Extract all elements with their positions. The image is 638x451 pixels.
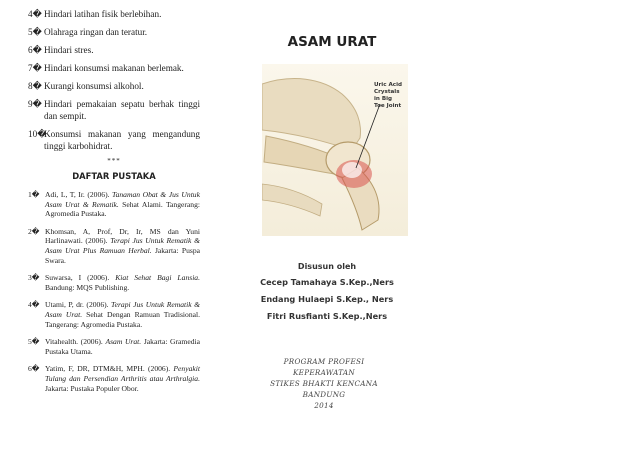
institution-block: PROGRAM PROFESI KEPERAWATAN STIKES BHAKTI KENCANA BANDUNG 2014 <box>270 357 378 410</box>
bibliography-title: DAFTAR PUSTAKA <box>72 171 156 181</box>
reference-item <box>28 300 200 329</box>
reference-item <box>28 190 200 219</box>
tip-number: 4� <box>28 9 43 19</box>
figure-label: Uric Acid Crystals in Big Toe Joint <box>374 82 403 109</box>
reference-publisher: Jakarta: Pustaka Populer Obor. <box>45 383 139 393</box>
author-name: Endang Hulaepi S.Kep., Ners <box>260 294 394 304</box>
reference-text <box>45 337 200 356</box>
reference-author: Vitahealth. (2006). <box>45 337 106 347</box>
reference-publisher: Sehat Dengan Ramuan Tradisional. Tangerang: Agromedia Pustaka. <box>45 309 200 329</box>
reference-title: Terapi Jus Untuk Rematik & Asam Urat. <box>45 300 200 319</box>
reference-publisher: Sehat Alami. Tangerang: Agromedia Pustaka. <box>45 199 200 219</box>
tip-item <box>28 62 200 74</box>
tip-number: 9� <box>28 99 43 109</box>
tip-item <box>28 80 200 92</box>
reference-title: Penyakit Tulang dan Persendian Arthritis atau Arthralgia. <box>45 364 200 383</box>
reference-number: 1� <box>28 190 40 199</box>
tip-number: 10� <box>28 129 47 139</box>
reference-number: 4� <box>28 300 40 310</box>
author-name: Fitri Rusfianti S.Kep.,Ners <box>266 311 388 321</box>
tip-item <box>28 98 200 122</box>
reference-author: Utami, P, dr. (2006). <box>45 300 112 310</box>
reference-publisher: Bandung: MQS Publishing. <box>45 282 130 292</box>
reference-item <box>28 227 200 265</box>
reference-text <box>45 273 200 292</box>
reference-number: 2� <box>28 226 40 236</box>
reference-text <box>45 300 200 329</box>
reference-text <box>45 227 200 265</box>
prepared-by: Disusun oleh <box>297 262 357 271</box>
tip-text: Hindari stres. <box>44 45 94 55</box>
reference-title: Terapi Jus Untuk Rematik & Asam Urat Plus Ramuan Herbal. <box>45 236 200 255</box>
tip-number: 8� <box>28 81 43 91</box>
tip-item <box>28 128 200 152</box>
reference-text <box>45 364 200 393</box>
tip-item <box>28 26 200 38</box>
reference-author: Yatim, F, DR, DTM&H, MPH. (2006). <box>45 364 174 374</box>
reference-publisher: Jakarta: Gramedia Pustaka Utama. <box>45 337 200 356</box>
reference-text <box>45 190 200 219</box>
tip-text: Olahraga ringan dan teratur. <box>44 27 148 37</box>
reference-author: Suwarsa, I (2006). <box>45 273 116 283</box>
reference-author: Khomsan, A, Prof, Dr, Ir, MS dan Yuni Harlinawati. (2006). <box>45 226 200 246</box>
reference-title: Asam Urat. <box>105 337 142 347</box>
tip-text: Kurangi konsumsi alkohol. <box>44 81 144 91</box>
reference-item <box>28 273 200 292</box>
left-column <box>28 8 200 401</box>
reference-item <box>28 364 200 393</box>
reference-item <box>28 337 200 356</box>
page-title: ASAM URAT <box>287 34 377 50</box>
separator: *** <box>107 157 121 165</box>
tip-item <box>28 44 200 56</box>
tip-item <box>28 8 200 20</box>
tips-list <box>28 8 200 152</box>
authors-block <box>252 262 402 328</box>
tip-number: 7� <box>28 63 43 73</box>
reference-list <box>28 190 200 393</box>
reference-title: Tanaman Obat & Jus Untuk Asam Urat & Rematik. <box>45 190 200 209</box>
tip-text: Hindari pemakaian sepatu berhak tinggi dan sempit. <box>44 99 200 121</box>
tip-text: Hindari latihan fisik berlebihan. <box>44 9 162 19</box>
reference-publisher: Jakarta: Puspa Swara. <box>45 245 200 265</box>
author-name: Cecep Tamahaya S.Kep.,Ners <box>260 277 394 287</box>
reference-number: 5� <box>28 337 40 347</box>
reference-number: 6� <box>28 364 40 374</box>
tip-text: Konsumsi makanan yang mengandung tinggi karbohidrat. <box>44 129 200 151</box>
tip-number: 6� <box>28 45 43 55</box>
reference-number: 3� <box>28 273 40 283</box>
reference-title: Kiat Sehat Bagi Lansia. <box>115 273 200 283</box>
tip-number: 5� <box>28 27 43 37</box>
reference-author: Adi, L, T, Ir. (2006). <box>45 190 113 199</box>
tip-text: Hindari konsumsi makanan berlemak. <box>44 63 184 73</box>
